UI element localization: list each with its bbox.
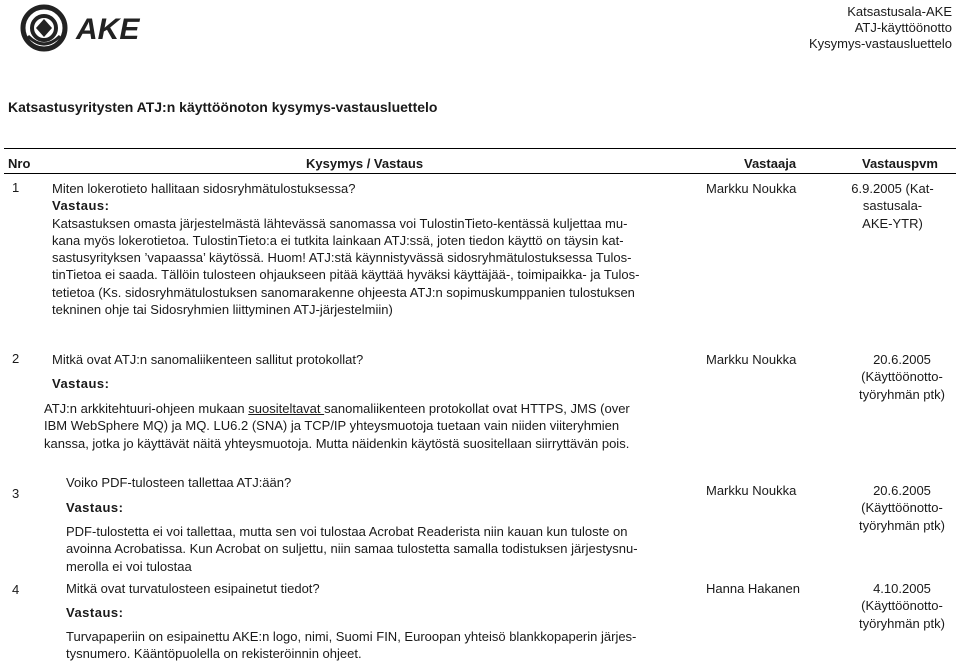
- date-line: (Käyttöönotto-: [861, 369, 943, 385]
- date-line: 6.9.2005 (Kat-: [851, 181, 934, 196]
- date-line: (Käyttöönotto-: [861, 500, 943, 516]
- column-header-date: Vastauspvm: [862, 156, 938, 171]
- answer-label: Vastaus:: [52, 198, 110, 214]
- ake-logo: [18, 2, 168, 54]
- date-line: työryhmän ptk): [859, 615, 945, 631]
- row-answer: [44, 400, 704, 452]
- row-answer: [66, 523, 706, 575]
- answer-date: [844, 482, 960, 534]
- answer-line: tekninen ohje tai Sidosryhmien liittyminen ATJ-järjestelmiin): [52, 302, 393, 318]
- row-answer: [66, 628, 706, 663]
- date-line: AKE-YTR): [862, 215, 923, 231]
- header-line-org: Katsastusala-AKE: [847, 4, 952, 19]
- date-line: työryhmän ptk): [859, 517, 945, 533]
- answer-emphasis: suositeltavat: [248, 401, 325, 416]
- answer-text: sanomaliikenteen protokollat ovat HTTPS, JMS (over: [324, 401, 630, 416]
- answer-date: [844, 580, 960, 632]
- date-line: 20.6.2005: [873, 483, 931, 498]
- answer-date: [830, 180, 955, 232]
- table-top-rule: [4, 148, 956, 149]
- answer-label: Vastaus:: [52, 376, 110, 391]
- header-info: [809, 4, 952, 52]
- question-text: Miten lokerotieto hallitaan sidosryhmätulostuksessa?: [52, 181, 356, 196]
- document-title: Katsastusyritysten ATJ:n käyttöönoton kysymys-vastausluettelo: [8, 99, 438, 115]
- header-line-doc: Kysymys-vastausluettelo: [808, 36, 952, 51]
- date-line: sastusala-: [862, 198, 923, 214]
- answer-line: IBM WebSphere MQ) ja MQ. LU6.2 (SNA) ja TCP/IP yhteysmuotoja tuetaan vain niiden viiteryhmien: [44, 418, 620, 434]
- answer-label: Vastaus:: [66, 500, 124, 515]
- question-text: Mitkä ovat turvatulosteen esipainetut tiedot?: [66, 581, 320, 596]
- row-number: 3: [12, 486, 20, 501]
- date-line: työryhmän ptk): [859, 386, 945, 402]
- answer-label: Vastaus:: [66, 605, 124, 620]
- answer-date: [844, 351, 960, 403]
- date-line: (Käyttöönotto-: [861, 598, 943, 614]
- respondent: Markku Noukka: [706, 352, 797, 367]
- answer-line: tetietoa (Ks. sidosryhmätulostuksen sanomarakenne ohjeesta ATJ:n sopimuskumppanien tulostuksen: [52, 284, 635, 300]
- answer-line: sastusyrityksen ’vapaassa’ käytössä. Huom! ATJ:stä käynnistyvässä sidosryhmätulostuksessa Tulos-: [52, 250, 632, 266]
- answer-line: Katsastuksen omasta järjestelmästä lähtevässä sanomassa voi TulostinTieto-kentässä kuljettaa mu-: [52, 215, 628, 231]
- ake-logo-text: AKE: [76, 13, 140, 46]
- date-line: 4.10.2005: [873, 581, 931, 596]
- column-header-respondent: Vastaaja: [744, 156, 797, 171]
- column-header-question: Kysymys / Vastaus: [306, 156, 424, 171]
- answer-line: Turvapaperiin on esipainettu AKE:n logo, nimi, Suomi FIN, Euroopan yhteisö blankkopaperin järjes-: [66, 629, 637, 644]
- answer-line: kanssa, jotka jo käyttävät näitä yhteysmuotoja. Mutta näidenkin käytöstä suositellaan siirryttävän pois.: [44, 435, 630, 451]
- question-text: Mitkä ovat ATJ:n sanomaliikenteen sallitut protokollat?: [52, 352, 364, 367]
- column-header-nro: Nro: [8, 156, 31, 171]
- answer-line: tysnumero. Kääntöpuolella on rekisteröinnin ohjeet.: [66, 646, 362, 662]
- answer-line: tinTietoa ei saada. Tällöin tulosteen ohjaukseen pitää käyttää hyväksi käyttäjää-, toimipaikka- ja Tulos-: [52, 267, 640, 283]
- answer-text: ATJ:n arkkitehtuuri-ohjeen mukaan: [44, 401, 249, 416]
- row-number: 1: [12, 180, 20, 195]
- row-number: 4: [12, 582, 20, 597]
- table-header-rule: [4, 173, 956, 174]
- row-number: 2: [12, 351, 20, 366]
- answer-line: [44, 400, 704, 417]
- respondent: Hanna Hakanen: [706, 581, 800, 596]
- answer-line: merolla ei voi tulostaa: [66, 558, 192, 574]
- answer-line: PDF-tulostetta ei voi tallettaa, mutta sen voi tulostaa Acrobat Readerista niin kauan kun tuloste on: [66, 524, 628, 539]
- respondent: Markku Noukka: [706, 483, 797, 498]
- respondent: Markku Noukka: [706, 181, 797, 196]
- date-line: 20.6.2005: [873, 352, 931, 367]
- answer-line: avoinna Acrobatissa. Kun Acrobat on suljettu, niin samaa tulostetta samalla todistuksen järjestysnu-: [66, 541, 638, 557]
- row-content: [52, 180, 702, 318]
- ake-logo-emblem-icon: [18, 2, 168, 54]
- answer-line: kana myös lokerotietoa. TulostinTieto:a ei tutkita lainkaan ATJ:ssä, joten tiedon käyttö on täysin kat-: [52, 232, 624, 248]
- header-line-project: ATJ-käyttöönotto: [854, 20, 952, 35]
- question-text: Voiko PDF-tulosteen tallettaa ATJ:ään?: [66, 475, 292, 490]
